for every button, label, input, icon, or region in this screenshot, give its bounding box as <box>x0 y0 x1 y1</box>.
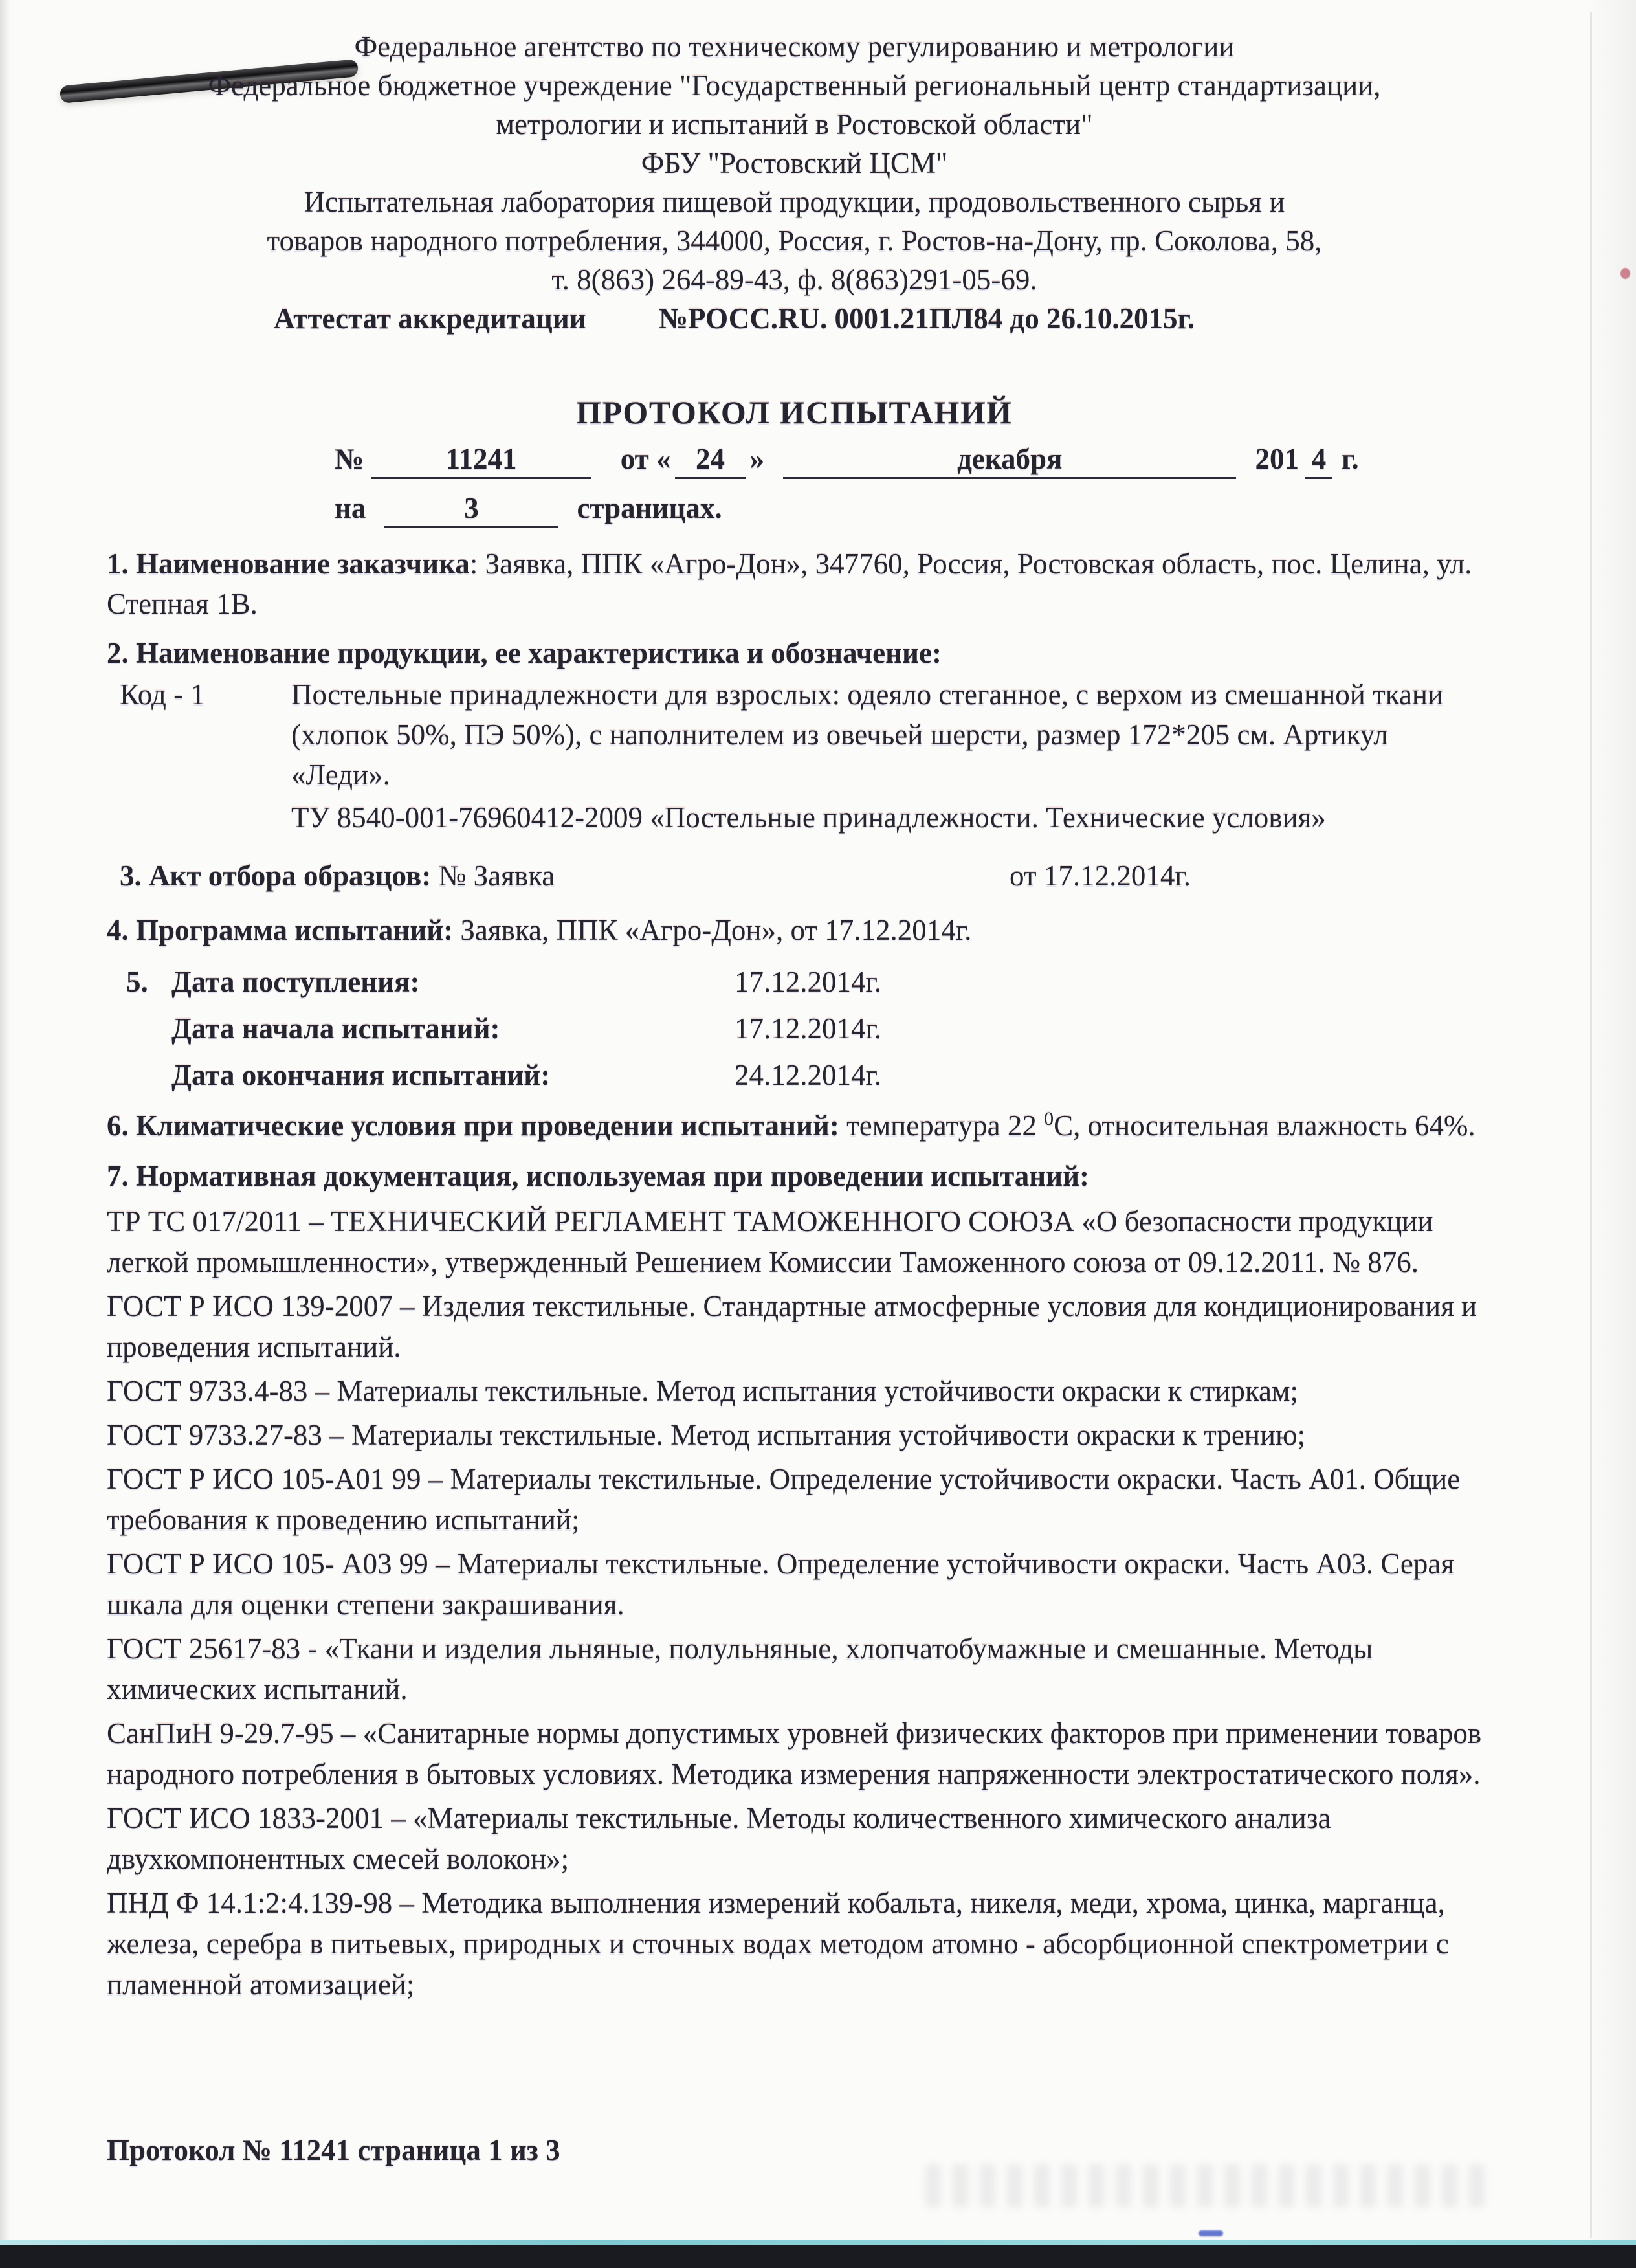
protocol-title: ПРОТОКОЛ ИСПЫТАНИЙ <box>576 394 1013 430</box>
page-footer: Протокол № 11241 страница 1 из 3 <box>107 2134 560 2166</box>
date-quote-close: » <box>749 443 764 475</box>
date-row <box>107 962 1482 1002</box>
document-header <box>107 27 1482 338</box>
accreditation-label: Аттестат аккредитации <box>274 302 586 335</box>
agency-line: метрологии и испытаний в Ростовской области" <box>496 108 1093 140</box>
section-product-heading: 2. Наименование продукции, ее характеристика и обозначение: <box>107 637 942 669</box>
protocol-number: 11241 <box>371 441 591 479</box>
empty-cell <box>126 1055 171 1095</box>
accreditation-row <box>274 299 1482 338</box>
empty-cell <box>126 1008 171 1049</box>
section-climate <box>107 1106 1482 1146</box>
section-customer-label: 1. Наименование заказчика <box>107 548 470 580</box>
test-program-label: 4. Программа испытаний: <box>107 914 454 946</box>
year-prefix: 201 <box>1255 443 1299 475</box>
protocol-month: декабря <box>783 441 1236 479</box>
pages-word: страницах. <box>577 492 722 524</box>
date-from-open: от « <box>620 443 671 475</box>
agency-line: Федеральное агентство по техническому регулированию и метрологии <box>354 30 1235 63</box>
section-product-block <box>107 674 1482 838</box>
year-last-digit: 4 <box>1305 441 1332 479</box>
date-end-label: Дата окончания испытаний: <box>171 1059 551 1091</box>
protocol-number-line <box>335 439 1482 479</box>
normative-document-item: ГОСТ 9733.4-83 – Материалы текстильные. Метод испытания устойчивости окраски к стиркам; <box>107 1375 1298 1407</box>
agency-line: Федеральное бюджетное учреждение "Государственный региональный центр стандартизации, <box>208 69 1381 102</box>
date-row <box>107 1055 1482 1095</box>
product-description: Постельные принадлежности для взрослых: одеяло стеганное, с верхом из смешанной ткани (хлопок 50%, ПЭ 50%), с наполнителем из овечьей шерсти, размер 172*205 см. Артикул «Леди». <box>291 678 1444 791</box>
section-sampling-act <box>107 856 1482 896</box>
normative-document-item: СанПиН 9-29.7-95 – «Санитарные нормы допустимых уровней физических факторов при применении товаров народного потребления в бытовых условиях. Методика измерения напряженности электростатического поля». <box>107 1717 1482 1790</box>
date-end-value: 24.12.2014г. <box>735 1059 882 1091</box>
agency-line: ФБУ "Ростовский ЦСМ" <box>641 147 948 179</box>
sampling-act-value: № Заявка <box>438 860 555 892</box>
blue-ink-dash-artifact <box>1199 2230 1223 2236</box>
pages-on-label: на <box>335 492 366 524</box>
section-test-program <box>107 910 1482 950</box>
normative-document-item: ГОСТ Р ИСО 105-А01 99 – Материалы текстильные. Определение устойчивости окраски. Часть А01. Общие требования к проведению испытаний; <box>107 1463 1461 1536</box>
normative-document-item: ГОСТ Р ИСО 139-2007 – Изделия текстильные. Стандартные атмосферные условия для кондиционирования и проведения испытаний. <box>107 1290 1477 1363</box>
pages-count: 3 <box>384 490 558 528</box>
test-program-value: Заявка, ППК «Агро-Дон», от 17.12.2014г. <box>460 914 972 946</box>
section-dates <box>107 962 1482 1095</box>
date-start-label: Дата начала испытаний: <box>171 1012 500 1045</box>
date-received-value: 17.12.2014г. <box>735 966 882 998</box>
date-row <box>107 1008 1482 1049</box>
sampling-act-date: от 17.12.2014г. <box>1010 860 1191 892</box>
year-suffix: г. <box>1342 443 1359 475</box>
product-code-spacer <box>107 795 291 838</box>
scanner-cyan-line <box>0 2240 1636 2245</box>
normative-document-item: ТР ТС 017/2011 – ТЕХНИЧЕСКИЙ РЕГЛАМЕНТ ТАМОЖЕННОГО СОЮЗА «О безопасности продукции легкой промышленности», утвержденный Решением Комиссии Таможенного союза от 09.12.2011. № 876. <box>107 1205 1433 1278</box>
normative-documents-list <box>107 1201 1482 2005</box>
pages-line <box>335 488 1482 528</box>
bleedthrough-smudge <box>925 2164 1495 2207</box>
number-sign: № <box>335 443 364 475</box>
section-normative-heading: 7. Нормативная документация, используемая при проведении испытаний: <box>107 1160 1090 1192</box>
section-dates-number: 5. <box>126 966 148 998</box>
normative-document-item: ГОСТ 25617-83 - «Ткани и изделия льняные, полульняные, хлопчатобумажные и смешанные. Методы химических испытаний. <box>107 1632 1373 1706</box>
climate-label: 6. Климатические условия при проведении испытаний: <box>107 1109 839 1142</box>
product-tu-reference: ТУ 8540-001-76960412-2009 «Постельные принадлежности. Технические условия» <box>291 801 1326 834</box>
normative-document-item: ГОСТ ИСО 1833-2001 – «Материалы текстильные. Методы количественного химического анализа двухкомпонентных смесей волокон»; <box>107 1802 1331 1875</box>
scanner-bottom-bar <box>0 2245 1636 2268</box>
product-code: Код - 1 <box>120 678 205 711</box>
climate-humidity: С, относительная влажность 64%. <box>1054 1109 1476 1142</box>
lab-line: Испытательная лаборатория пищевой продукции, продовольственного сырья и <box>304 186 1285 218</box>
protocol-day: 24 <box>675 441 746 479</box>
date-received-label: Дата поступления: <box>171 966 420 998</box>
section-customer-value: : Заявка, ППК «Агро-Дон», 347760, Россия, Ростовская область, пос. Целина, ул. Степная 1В. <box>107 548 1472 620</box>
lab-line: т. 8(863) 264-89-43, ф. 8(863)291-05-69. <box>551 263 1037 296</box>
accreditation-value: №РОСС.RU. 0001.21ПЛ84 до 26.10.2015г. <box>658 302 1195 335</box>
climate-temp: температура 22 <box>846 1109 1037 1142</box>
normative-document-item: ГОСТ 9733.27-83 – Материалы текстильные. Метод испытания устойчивости окраски к трению; <box>107 1419 1306 1451</box>
section-customer <box>107 544 1482 624</box>
degree-superscript: 0 <box>1044 1108 1054 1129</box>
date-start-value: 17.12.2014г. <box>735 1012 882 1045</box>
sampling-act-label: 3. Акт отбора образцов: <box>120 860 432 892</box>
normative-document-item: ГОСТ Р ИСО 105- А03 99 – Материалы текстильные. Определение устойчивости окраски. Часть А03. Серая шкала для оценки степени закрашивания. <box>107 1548 1455 1621</box>
normative-document-item: ПНД Ф 14.1:2:4.139-98 – Методика выполнения измерений кобальта, никеля, меди, хрома, цинка, марганца, железа, серебра в питьевых, природных и сточных водах методом атомно - абсорбционной спектрометрии с пламенной атомизацией; <box>107 1887 1449 2001</box>
lab-line: товаров народного потребления, 344000, Россия, г. Ростов-на-Дону, пр. Соколова, 58, <box>267 225 1322 257</box>
